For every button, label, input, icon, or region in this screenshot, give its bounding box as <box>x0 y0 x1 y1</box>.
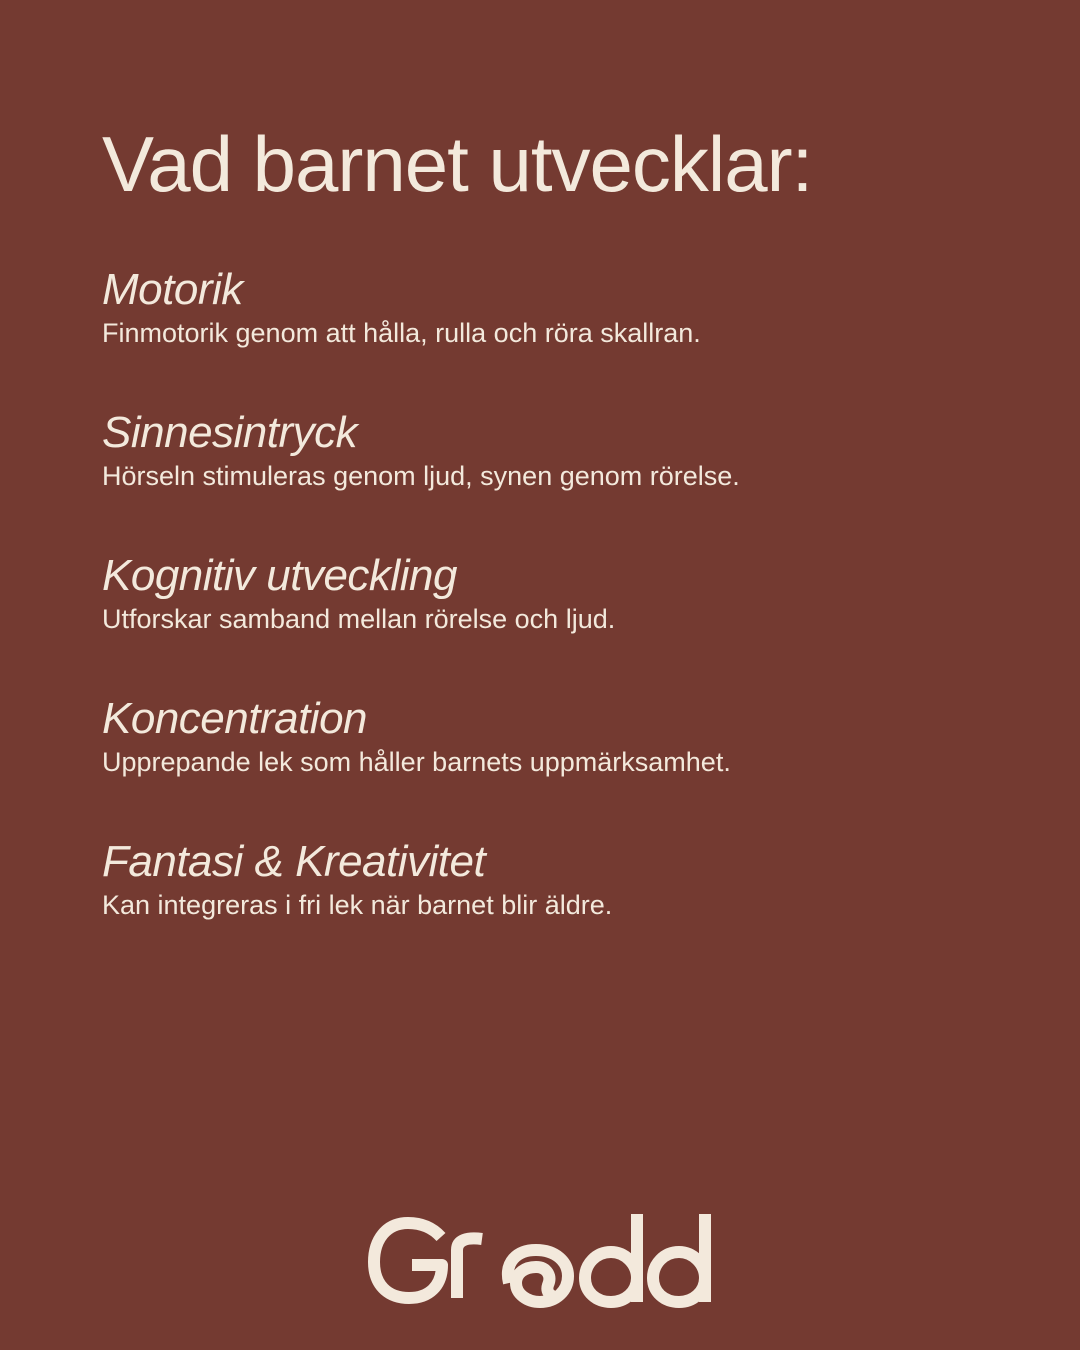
page-title: Vad barnet utvecklar: <box>102 120 813 208</box>
item-heading: Kognitiv utveckling <box>102 550 457 600</box>
main-content <box>102 122 1002 981</box>
development-item-fantasi-kreativitet <box>102 838 1002 981</box>
item-description: Kan integreras i fri lek när barnet blir äldre. <box>102 890 613 921</box>
item-heading: Koncentration <box>102 693 368 743</box>
item-description: Utforskar samband mellan rörelse och ljud. <box>102 604 616 635</box>
development-item-motorik <box>102 266 1002 409</box>
item-description: Hörseln stimuleras genom ljud, synen genom rörelse. <box>102 461 740 492</box>
item-description: Finmotorik genom att hålla, rulla och röra skallran. <box>102 318 701 349</box>
item-heading: Fantasi & Kreativitet <box>102 836 486 886</box>
development-list <box>102 266 1002 981</box>
item-heading: Sinnesintryck <box>102 407 358 457</box>
development-item-sinnesintryck <box>102 409 1002 552</box>
development-item-kognitiv-utveckling <box>102 552 1002 695</box>
development-item-koncentration <box>102 695 1002 838</box>
grodd-logo <box>366 1210 716 1310</box>
item-description: Upprepande lek som håller barnets uppmärksamhet. <box>102 747 731 778</box>
item-heading: Motorik <box>102 264 243 314</box>
